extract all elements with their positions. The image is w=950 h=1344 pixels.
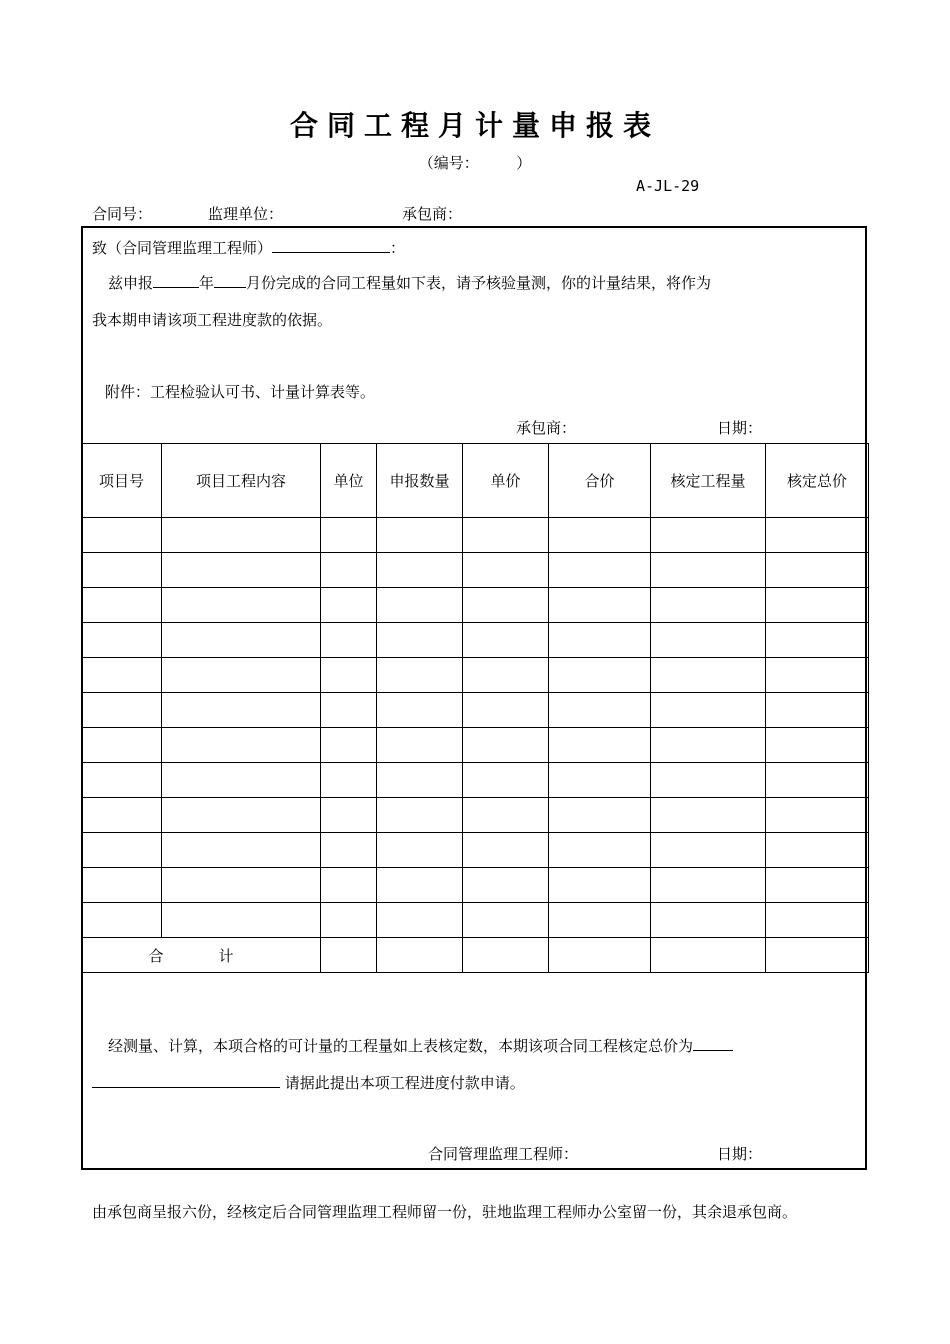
table-cell[interactable] [766, 763, 869, 798]
table-cell[interactable] [549, 903, 651, 938]
column-header: 单价 [463, 444, 549, 518]
table-cell[interactable] [463, 693, 549, 728]
total-label: 合 计 [82, 938, 321, 973]
measurement-table [81, 443, 869, 973]
table-cell[interactable] [651, 903, 766, 938]
table-cell[interactable] [549, 658, 651, 693]
table-row [82, 693, 869, 728]
table-cell[interactable] [377, 693, 463, 728]
table-cell[interactable] [162, 903, 321, 938]
column-header: 单位 [321, 444, 377, 518]
table-cell[interactable] [549, 623, 651, 658]
table-cell[interactable] [321, 728, 377, 763]
table-cell[interactable] [651, 798, 766, 833]
table-cell[interactable] [162, 728, 321, 763]
table-cell[interactable] [82, 588, 162, 623]
table-cell[interactable] [766, 903, 869, 938]
table-cell[interactable] [321, 938, 377, 973]
table-cell[interactable] [766, 588, 869, 623]
contractor-sign-label: 承包商： [516, 419, 577, 437]
table-cell[interactable] [463, 938, 549, 973]
request-line-2: 我本期申请该项工程进度款的依据。 [92, 311, 333, 329]
table-cell[interactable] [549, 728, 651, 763]
table-row [82, 588, 869, 623]
request-body: 月份完成的合同工程量如下表，请予核验量测，你的计量结果，将作为 [246, 274, 712, 292]
table-cell[interactable] [162, 693, 321, 728]
table-cell[interactable] [162, 518, 321, 553]
table-cell[interactable] [651, 518, 766, 553]
table-cell[interactable] [549, 763, 651, 798]
total-row [82, 938, 869, 973]
table-cell[interactable] [463, 868, 549, 903]
table-cell[interactable] [82, 798, 162, 833]
table-cell[interactable] [549, 693, 651, 728]
approval-text-2: 请据此提出本项工程进度付款申请。 [284, 1074, 525, 1092]
table-cell[interactable] [321, 623, 377, 658]
total-price-blank[interactable] [693, 1035, 733, 1051]
table-cell[interactable] [82, 518, 162, 553]
table-cell[interactable] [651, 728, 766, 763]
request-line-1 [108, 272, 711, 293]
approval-line-1 [108, 1035, 733, 1056]
table-cell[interactable] [162, 553, 321, 588]
table-row [82, 763, 869, 798]
approval-line-2 [92, 1072, 525, 1093]
table-cell[interactable] [82, 903, 162, 938]
table-cell[interactable] [321, 518, 377, 553]
year-label: 年 [199, 274, 215, 292]
approval-text-1: 经测量、计算，本项合格的可计量的工程量如上表核定数，本期该项合同工程核定总价为 [108, 1037, 694, 1055]
column-header: 申报数量 [377, 444, 463, 518]
month-blank[interactable] [214, 272, 246, 288]
table-cell[interactable] [162, 868, 321, 903]
column-header: 项目号 [82, 444, 162, 518]
table-cell[interactable] [463, 588, 549, 623]
table-cell[interactable] [321, 553, 377, 588]
total-price-blank-2[interactable] [92, 1072, 280, 1088]
table-cell[interactable] [463, 763, 549, 798]
table-cell[interactable] [549, 553, 651, 588]
table-cell[interactable] [651, 588, 766, 623]
table-cell[interactable] [377, 938, 463, 973]
table-cell[interactable] [82, 868, 162, 903]
approval-date-label: 日期： [717, 1145, 763, 1163]
table-cell[interactable] [321, 763, 377, 798]
request-date-label: 日期： [717, 419, 763, 437]
contractor-label: 承包商： [402, 205, 463, 223]
table-cell[interactable] [377, 518, 463, 553]
table-cell[interactable] [651, 623, 766, 658]
table-cell[interactable] [651, 553, 766, 588]
table-cell[interactable] [162, 658, 321, 693]
table-cell[interactable] [651, 763, 766, 798]
table-cell[interactable] [321, 868, 377, 903]
table-cell[interactable] [766, 868, 869, 903]
table-cell[interactable] [82, 658, 162, 693]
table-cell[interactable] [766, 938, 869, 973]
table-row [82, 868, 869, 903]
table-cell[interactable] [766, 658, 869, 693]
addressee-blank[interactable] [272, 237, 390, 253]
table-cell[interactable] [766, 623, 869, 658]
table-cell[interactable] [377, 553, 463, 588]
table-cell[interactable] [377, 903, 463, 938]
table-cell[interactable] [162, 798, 321, 833]
page-title: 合同工程月计量申报表 [289, 109, 660, 142]
table-cell[interactable] [162, 623, 321, 658]
table-cell[interactable] [377, 588, 463, 623]
form-code: A-JL-29 [636, 177, 700, 195]
table-cell[interactable] [651, 693, 766, 728]
table-row [82, 833, 869, 868]
table-cell[interactable] [766, 833, 869, 868]
table-cell[interactable] [82, 833, 162, 868]
table-cell[interactable] [651, 868, 766, 903]
table-cell[interactable] [82, 553, 162, 588]
table-cell[interactable] [463, 658, 549, 693]
table-cell[interactable] [549, 518, 651, 553]
table-cell[interactable] [549, 833, 651, 868]
addressee-suffix: ： [390, 239, 406, 257]
table-cell[interactable] [82, 728, 162, 763]
table-cell[interactable] [766, 553, 869, 588]
table-cell[interactable] [463, 903, 549, 938]
table-cell[interactable] [549, 798, 651, 833]
table-cell[interactable] [377, 868, 463, 903]
addressee-line [92, 237, 405, 258]
table-cell[interactable] [321, 693, 377, 728]
table-cell[interactable] [321, 798, 377, 833]
supervisor-unit-label: 监理单位： [208, 205, 284, 223]
table-cell[interactable] [549, 588, 651, 623]
table-cell[interactable] [651, 833, 766, 868]
table-cell[interactable] [82, 623, 162, 658]
table-cell[interactable] [463, 518, 549, 553]
addressee-prefix: 致（合同管理监理工程师） [92, 239, 273, 257]
table-cell[interactable] [377, 763, 463, 798]
table-row [82, 903, 869, 938]
table-cell[interactable] [549, 868, 651, 903]
table-cell[interactable] [766, 728, 869, 763]
table-cell[interactable] [463, 623, 549, 658]
table-cell[interactable] [377, 833, 463, 868]
table-cell[interactable] [766, 693, 869, 728]
form-number: （编号： ） [418, 154, 532, 172]
footer-note: 由承包商呈报六份，经核定后合同管理监理工程师留一份，驻地监理工程师办公室留一份，其余退承包商。 [92, 1203, 798, 1221]
table-row [82, 553, 869, 588]
table-cell[interactable] [321, 588, 377, 623]
table-row [82, 658, 869, 693]
table-cell[interactable] [766, 798, 869, 833]
table-cell[interactable] [82, 763, 162, 798]
table-cell[interactable] [162, 763, 321, 798]
table-cell[interactable] [651, 658, 766, 693]
column-header: 项目工程内容 [162, 444, 321, 518]
table-cell[interactable] [463, 798, 549, 833]
table-cell[interactable] [162, 588, 321, 623]
table-cell[interactable] [766, 518, 869, 553]
table-header-row [82, 444, 869, 518]
request-intro: 兹申报 [108, 274, 154, 292]
year-blank[interactable] [153, 272, 199, 288]
column-header: 合价 [549, 444, 651, 518]
table-row [82, 623, 869, 658]
table-cell[interactable] [321, 903, 377, 938]
table-cell[interactable] [549, 938, 651, 973]
table-cell[interactable] [321, 833, 377, 868]
table-row [82, 798, 869, 833]
table-row [82, 518, 869, 553]
table-cell[interactable] [463, 553, 549, 588]
table-cell[interactable] [321, 658, 377, 693]
table-row [82, 728, 869, 763]
engineer-label: 合同管理监理工程师： [428, 1145, 579, 1163]
table-cell[interactable] [377, 798, 463, 833]
table-cell[interactable] [377, 623, 463, 658]
table-cell[interactable] [162, 833, 321, 868]
table-cell[interactable] [463, 728, 549, 763]
table-cell[interactable] [377, 728, 463, 763]
column-header: 核定总价 [766, 444, 869, 518]
column-header: 核定工程量 [651, 444, 766, 518]
contract-no-label: 合同号： [92, 205, 153, 223]
table-cell[interactable] [82, 693, 162, 728]
table-cell[interactable] [651, 938, 766, 973]
attachment-line: 附件：工程检验认可书、计量计算表等。 [105, 383, 376, 401]
table-cell[interactable] [377, 658, 463, 693]
table-cell[interactable] [463, 833, 549, 868]
